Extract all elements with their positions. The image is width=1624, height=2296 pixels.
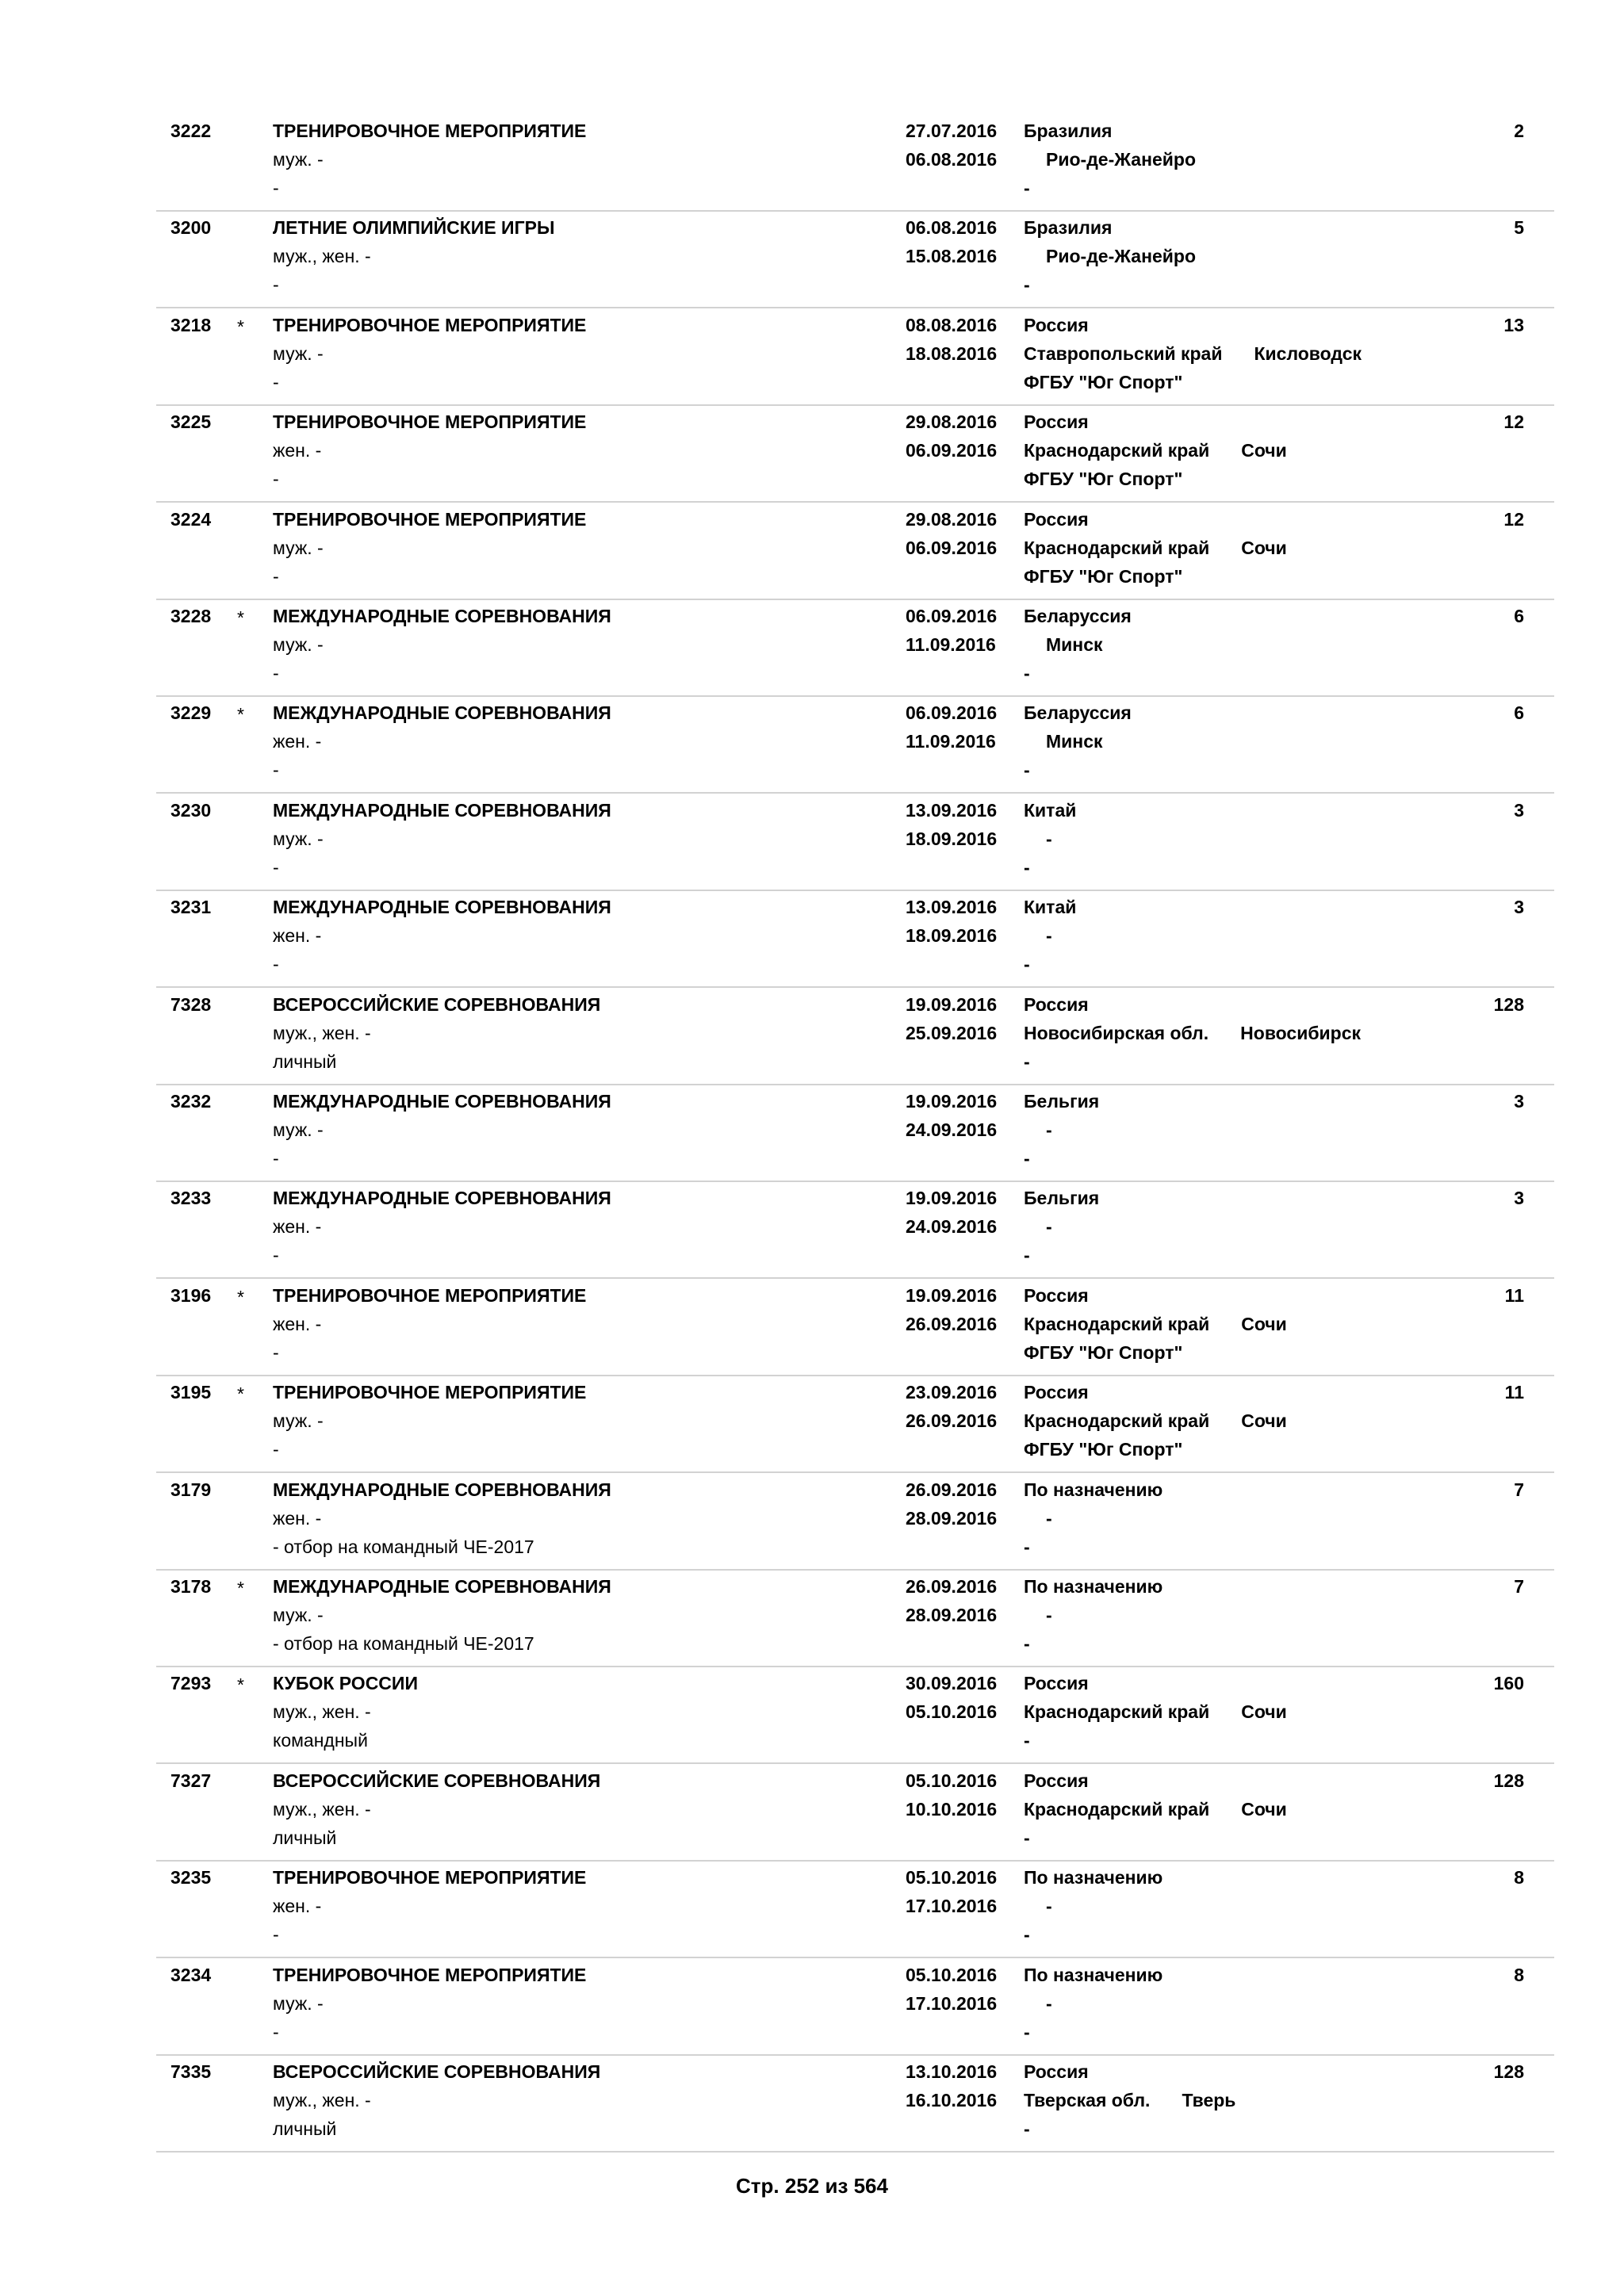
participant-count: 3 <box>1514 1188 1524 1209</box>
table-row <box>156 1765 1554 1862</box>
event-location <box>1024 1406 1287 1435</box>
participant-count: 12 <box>1503 411 1524 433</box>
event-note: - <box>273 663 279 683</box>
start-date: 29.08.2016 <box>906 508 998 530</box>
event-gender: жен. - <box>273 925 322 947</box>
event-location <box>1024 339 1362 368</box>
event-number: 3178 <box>170 1576 212 1597</box>
event-location <box>1024 534 1287 562</box>
table-row <box>156 1571 1554 1667</box>
event-note: - <box>273 274 279 296</box>
event-gender: муж. - <box>273 1119 324 1140</box>
participant-count: 128 <box>1493 1770 1524 1791</box>
event-title: МЕЖДУНАРОДНЫЕ СОРЕВНОВАНИЯ <box>273 799 611 821</box>
event-venue: - <box>1024 1924 1030 1946</box>
event-gender: муж., жен. - <box>273 246 371 267</box>
event-note: - <box>273 469 279 490</box>
event-gender: жен. - <box>273 1507 322 1529</box>
table-row <box>156 309 1554 406</box>
priority-marker: * <box>237 1383 244 1405</box>
event-venue: ФГБУ "Юг Спорт" <box>1024 565 1183 587</box>
event-country: По назначению <box>1024 1576 1163 1597</box>
event-location <box>1024 1504 1052 1533</box>
event-city: - <box>1046 1896 1052 1917</box>
participant-count: 8 <box>1514 1867 1524 1888</box>
event-title: ВСЕРОССИЙСКИЕ СОРЕВНОВАНИЯ <box>273 2061 601 2082</box>
event-gender: муж., жен. - <box>273 1022 371 1043</box>
event-title: ТРЕНИРОВОЧНОЕ МЕРОПРИЯТИЕ <box>273 1284 587 1306</box>
event-location <box>1024 1989 1052 2018</box>
end-date: 06.08.2016 <box>906 149 998 170</box>
participant-count: 128 <box>1493 993 1524 1015</box>
event-title: ТРЕНИРОВОЧНОЕ МЕРОПРИЯТИЕ <box>273 411 587 433</box>
event-location <box>1024 145 1196 174</box>
start-date: 30.09.2016 <box>906 1673 998 1694</box>
event-number: 7335 <box>170 2061 212 2082</box>
event-note: - отбор на командный ЧЕ-2017 <box>273 1536 534 1557</box>
event-city: Кисловодск <box>1254 342 1362 364</box>
event-city: - <box>1046 1605 1052 1625</box>
table-row <box>156 1085 1554 1182</box>
event-number: 3195 <box>170 1382 212 1403</box>
event-title: МЕЖДУНАРОДНЫЕ СОРЕВНОВАНИЯ <box>273 897 611 918</box>
event-venue: - <box>1024 1148 1030 1169</box>
event-country: Россия <box>1024 508 1089 530</box>
event-gender: муж. - <box>273 634 324 655</box>
end-date: 17.10.2016 <box>906 1896 998 1917</box>
start-date: 05.10.2016 <box>906 1770 998 1791</box>
event-gender: жен. - <box>273 1216 322 1238</box>
event-venue: ФГБУ "Юг Спорт" <box>1024 1439 1183 1460</box>
event-title: ТРЕНИРОВОЧНОЕ МЕРОПРИЯТИЕ <box>273 121 587 141</box>
event-country: Россия <box>1024 1770 1089 1791</box>
participant-count: 11 <box>1504 1382 1524 1403</box>
event-venue: ФГБУ "Юг Спорт" <box>1024 469 1183 490</box>
end-date: 11.09.2016 <box>906 731 996 752</box>
end-date: 06.09.2016 <box>906 440 998 461</box>
participant-count: 3 <box>1514 897 1524 918</box>
start-date: 13.09.2016 <box>906 799 998 821</box>
event-location <box>1024 825 1052 853</box>
event-venue: - <box>1024 856 1030 878</box>
event-title: ЛЕТНИЕ ОЛИМПИЙСКИЕ ИГРЫ <box>273 217 555 239</box>
table-row <box>156 406 1554 503</box>
end-date: 24.09.2016 <box>906 1119 998 1140</box>
event-venue: - <box>1024 1050 1030 1072</box>
event-venue: - <box>1024 760 1030 781</box>
end-date: 26.09.2016 <box>906 1313 998 1334</box>
start-date: 13.10.2016 <box>906 2061 998 2082</box>
event-note: - <box>273 1245 279 1266</box>
event-note: - <box>273 954 279 975</box>
table-row <box>156 1376 1554 1473</box>
start-date: 08.08.2016 <box>906 314 998 335</box>
event-country: Бельгия <box>1024 1091 1100 1112</box>
participant-count: 128 <box>1493 2061 1524 2082</box>
event-note: - <box>273 1148 279 1169</box>
event-note: - <box>273 565 279 587</box>
table-row <box>156 503 1554 600</box>
start-date: 26.09.2016 <box>906 1479 998 1500</box>
event-country: Бразилия <box>1024 217 1113 239</box>
event-location <box>1024 921 1052 950</box>
event-city: Сочи <box>1241 440 1287 461</box>
event-gender: жен. - <box>273 1896 322 1917</box>
event-venue: - <box>1024 1536 1030 1557</box>
event-title: МЕЖДУНАРОДНЫЕ СОРЕВНОВАНИЯ <box>273 1576 611 1597</box>
event-title: ТРЕНИРОВОЧНОЕ МЕРОПРИЯТИЕ <box>273 1867 587 1888</box>
end-date: 10.10.2016 <box>906 1798 998 1820</box>
table-row <box>156 1280 1554 1376</box>
event-venue: - <box>1024 1827 1030 1848</box>
event-number: 3224 <box>170 508 212 530</box>
event-region: Ставропольский край <box>1024 342 1223 364</box>
event-location <box>1024 1697 1287 1726</box>
participant-count: 12 <box>1503 508 1524 530</box>
event-title: ТРЕНИРОВОЧНОЕ МЕРОПРИЯТИЕ <box>273 1382 587 1403</box>
event-gender: муж., жен. - <box>273 1701 371 1723</box>
table-row <box>156 1667 1554 1764</box>
event-gender: муж. - <box>273 149 324 170</box>
event-country: По назначению <box>1024 1479 1163 1500</box>
event-title: ТРЕНИРОВОЧНОЕ МЕРОПРИЯТИЕ <box>273 1964 587 1985</box>
event-country: Россия <box>1024 2061 1089 2082</box>
event-location <box>1024 1115 1052 1144</box>
participant-count: 13 <box>1503 314 1524 335</box>
event-region: Краснодарский край <box>1024 537 1210 558</box>
event-number: 3200 <box>170 217 212 239</box>
event-number: 3235 <box>170 1867 212 1888</box>
event-country: Китай <box>1024 897 1077 918</box>
event-number: 3218 <box>170 314 212 335</box>
table-row <box>156 1182 1554 1279</box>
table-row <box>156 600 1554 697</box>
event-venue: - <box>1024 1730 1030 1751</box>
event-country: По назначению <box>1024 1867 1163 1888</box>
participant-count: 6 <box>1514 606 1524 626</box>
event-note: - <box>273 1341 279 1363</box>
end-date: 17.10.2016 <box>906 1992 998 2014</box>
event-country: По назначению <box>1024 1964 1163 1985</box>
event-venue: - <box>1024 2021 1030 2042</box>
event-location <box>1024 1019 1361 1047</box>
event-number: 3222 <box>170 121 212 141</box>
event-city: - <box>1046 1992 1052 2014</box>
participant-count: 3 <box>1514 1091 1524 1112</box>
event-venue: - <box>1024 274 1030 296</box>
event-city: Сочи <box>1241 537 1287 558</box>
end-date: 26.09.2016 <box>906 1410 998 1432</box>
event-region: Краснодарский край <box>1024 1410 1210 1432</box>
event-gender: муж. - <box>273 1410 324 1432</box>
event-city: Сочи <box>1241 1798 1287 1820</box>
event-city: - <box>1046 1119 1052 1140</box>
table-row <box>156 794 1554 891</box>
start-date: 19.09.2016 <box>906 1284 998 1306</box>
event-title: МЕЖДУНАРОДНЫЕ СОРЕВНОВАНИЯ <box>273 1479 611 1500</box>
start-date: 27.07.2016 <box>906 121 998 141</box>
event-title: МЕЖДУНАРОДНЫЕ СОРЕВНОВАНИЯ <box>273 1188 611 1209</box>
event-note: - <box>273 178 279 198</box>
end-date: 28.09.2016 <box>906 1605 998 1625</box>
event-number: 3234 <box>170 1964 212 1985</box>
event-number: 7293 <box>170 1673 212 1694</box>
event-region: Краснодарский край <box>1024 1313 1210 1334</box>
event-gender: муж. - <box>273 828 324 849</box>
event-country: Бельгия <box>1024 1188 1100 1209</box>
event-country: Россия <box>1024 1382 1089 1403</box>
table-row <box>156 989 1554 1085</box>
event-location <box>1024 1310 1287 1338</box>
participant-count: 2 <box>1514 121 1524 141</box>
event-venue: - <box>1024 2118 1030 2139</box>
event-city: Тверь <box>1182 2090 1236 2110</box>
event-city: - <box>1046 925 1052 947</box>
event-note: - <box>273 856 279 878</box>
event-title: ТРЕНИРОВОЧНОЕ МЕРОПРИЯТИЕ <box>273 508 587 530</box>
event-note: личный <box>273 1827 337 1848</box>
priority-marker: * <box>237 1674 244 1696</box>
event-note: командный <box>273 1730 368 1751</box>
start-date: 26.09.2016 <box>906 1576 998 1597</box>
event-country: Россия <box>1024 993 1089 1015</box>
table-row <box>156 115 1554 212</box>
start-date: 19.09.2016 <box>906 1188 998 1209</box>
event-city: - <box>1046 1216 1052 1238</box>
table-row <box>156 2056 1554 2152</box>
event-location <box>1024 242 1196 270</box>
priority-marker: * <box>237 607 244 628</box>
event-city: - <box>1046 828 1052 849</box>
event-title: МЕЖДУНАРОДНЫЕ СОРЕВНОВАНИЯ <box>273 1091 611 1112</box>
event-city: Минск <box>1046 731 1103 752</box>
event-gender: жен. - <box>273 731 322 752</box>
event-number: 3225 <box>170 411 212 433</box>
event-location <box>1024 1212 1052 1241</box>
event-gender: жен. - <box>273 440 322 461</box>
event-title: КУБОК РОССИИ <box>273 1673 418 1694</box>
participant-count: 160 <box>1493 1673 1524 1694</box>
event-gender: муж. - <box>273 1992 324 2014</box>
event-number: 7328 <box>170 993 212 1015</box>
start-date: 19.09.2016 <box>906 993 998 1015</box>
event-country: Беларуссия <box>1024 606 1132 626</box>
start-date: 29.08.2016 <box>906 411 998 433</box>
end-date: 18.09.2016 <box>906 828 998 849</box>
event-gender: муж., жен. - <box>273 2090 371 2110</box>
event-country: Китай <box>1024 799 1077 821</box>
priority-marker: * <box>237 316 244 337</box>
end-date: 11.09.2016 <box>906 634 996 655</box>
event-location <box>1024 630 1103 659</box>
end-date: 05.10.2016 <box>906 1701 998 1723</box>
event-venue: - <box>1024 1633 1030 1654</box>
start-date: 23.09.2016 <box>906 1382 998 1403</box>
priority-marker: * <box>237 1286 244 1307</box>
event-city: Минск <box>1046 634 1103 655</box>
event-title: МЕЖДУНАРОДНЫЕ СОРЕВНОВАНИЯ <box>273 702 611 724</box>
participant-count: 11 <box>1504 1284 1524 1306</box>
participant-count: 7 <box>1514 1479 1524 1500</box>
table-row <box>156 212 1554 308</box>
event-region: Краснодарский край <box>1024 440 1210 461</box>
event-number: 3231 <box>170 897 212 918</box>
event-city: Сочи <box>1241 1701 1287 1723</box>
priority-marker: * <box>237 704 244 725</box>
event-venue: - <box>1024 663 1030 683</box>
event-title: ТРЕНИРОВОЧНОЕ МЕРОПРИЯТИЕ <box>273 314 587 335</box>
event-country: Россия <box>1024 1284 1089 1306</box>
event-venue: - <box>1024 954 1030 975</box>
event-country: Бразилия <box>1024 121 1113 141</box>
participant-count: 7 <box>1514 1576 1524 1597</box>
end-date: 15.08.2016 <box>906 246 998 267</box>
event-number: 3232 <box>170 1091 212 1112</box>
priority-marker: * <box>237 1578 244 1598</box>
event-number: 3233 <box>170 1188 212 1209</box>
event-city: - <box>1046 1507 1052 1529</box>
start-date: 19.09.2016 <box>906 1091 998 1112</box>
event-note: личный <box>273 1050 337 1072</box>
end-date: 28.09.2016 <box>906 1507 998 1529</box>
end-date: 25.09.2016 <box>906 1022 998 1043</box>
event-gender: муж. - <box>273 1605 324 1625</box>
event-gender: муж. - <box>273 537 324 558</box>
event-venue: - <box>1024 1245 1030 1266</box>
end-date: 18.09.2016 <box>906 925 998 947</box>
event-region: Краснодарский край <box>1024 1798 1210 1820</box>
participant-count: 8 <box>1514 1964 1524 1985</box>
start-date: 06.09.2016 <box>906 702 998 724</box>
event-number: 3228 <box>170 606 212 626</box>
event-note: - отбор на командный ЧЕ-2017 <box>273 1633 534 1654</box>
event-number: 3230 <box>170 799 212 821</box>
participant-count: 6 <box>1514 702 1524 724</box>
event-note: - <box>273 760 279 781</box>
event-region: Новосибирская обл. <box>1024 1022 1209 1043</box>
event-city: Рио-де-Жанейро <box>1046 246 1197 267</box>
event-note: - <box>273 2021 279 2042</box>
end-date: 18.08.2016 <box>906 342 998 364</box>
event-note: личный <box>273 2118 337 2139</box>
event-number: 3179 <box>170 1479 212 1500</box>
participant-count: 3 <box>1514 799 1524 821</box>
start-date: 13.09.2016 <box>906 897 998 918</box>
start-date: 06.08.2016 <box>906 217 998 239</box>
event-note: - <box>273 371 279 392</box>
table-row <box>156 697 1554 794</box>
event-location <box>1024 1892 1052 1920</box>
event-title: ВСЕРОССИЙСКИЕ СОРЕВНОВАНИЯ <box>273 993 601 1015</box>
end-date: 24.09.2016 <box>906 1216 998 1238</box>
table-row <box>156 1959 1554 2056</box>
event-city: Сочи <box>1241 1410 1287 1432</box>
event-city: Рио-де-Жанейро <box>1046 149 1197 170</box>
table-row <box>156 891 1554 988</box>
event-note: - <box>273 1439 279 1460</box>
page-footer: Стр. 252 из 564 <box>736 2174 888 2198</box>
event-country: Беларуссия <box>1024 702 1132 724</box>
event-region: Краснодарский край <box>1024 1701 1210 1723</box>
event-number: 3196 <box>170 1284 212 1306</box>
event-location <box>1024 1601 1052 1629</box>
event-region: Тверская обл. <box>1024 2090 1151 2110</box>
event-country: Россия <box>1024 314 1089 335</box>
event-venue: - <box>1024 178 1030 198</box>
table-row <box>156 1474 1554 1571</box>
start-date: 05.10.2016 <box>906 1867 998 1888</box>
event-country: Россия <box>1024 1673 1089 1694</box>
event-location <box>1024 2086 1235 2114</box>
event-location <box>1024 436 1287 465</box>
event-gender: муж. - <box>273 342 324 364</box>
event-location <box>1024 1795 1287 1823</box>
event-title: ВСЕРОССИЙСКИЕ СОРЕВНОВАНИЯ <box>273 1770 601 1791</box>
end-date: 16.10.2016 <box>906 2090 998 2110</box>
event-number: 3229 <box>170 702 212 724</box>
event-gender: жен. - <box>273 1313 322 1334</box>
event-gender: муж., жен. - <box>273 1798 371 1820</box>
event-country: Россия <box>1024 411 1089 433</box>
event-number: 7327 <box>170 1770 212 1791</box>
event-city: Сочи <box>1241 1313 1287 1334</box>
event-venue: ФГБУ "Юг Спорт" <box>1024 1341 1183 1363</box>
start-date: 05.10.2016 <box>906 1964 998 1985</box>
event-venue: ФГБУ "Юг Спорт" <box>1024 371 1183 392</box>
start-date: 06.09.2016 <box>906 606 998 626</box>
event-title: МЕЖДУНАРОДНЫЕ СОРЕВНОВАНИЯ <box>273 606 611 626</box>
participant-count: 5 <box>1514 217 1524 239</box>
event-location <box>1024 727 1103 756</box>
event-note: - <box>273 1924 279 1946</box>
table-row <box>156 1862 1554 1958</box>
end-date: 06.09.2016 <box>906 537 998 558</box>
event-city: Новосибирск <box>1240 1022 1362 1043</box>
